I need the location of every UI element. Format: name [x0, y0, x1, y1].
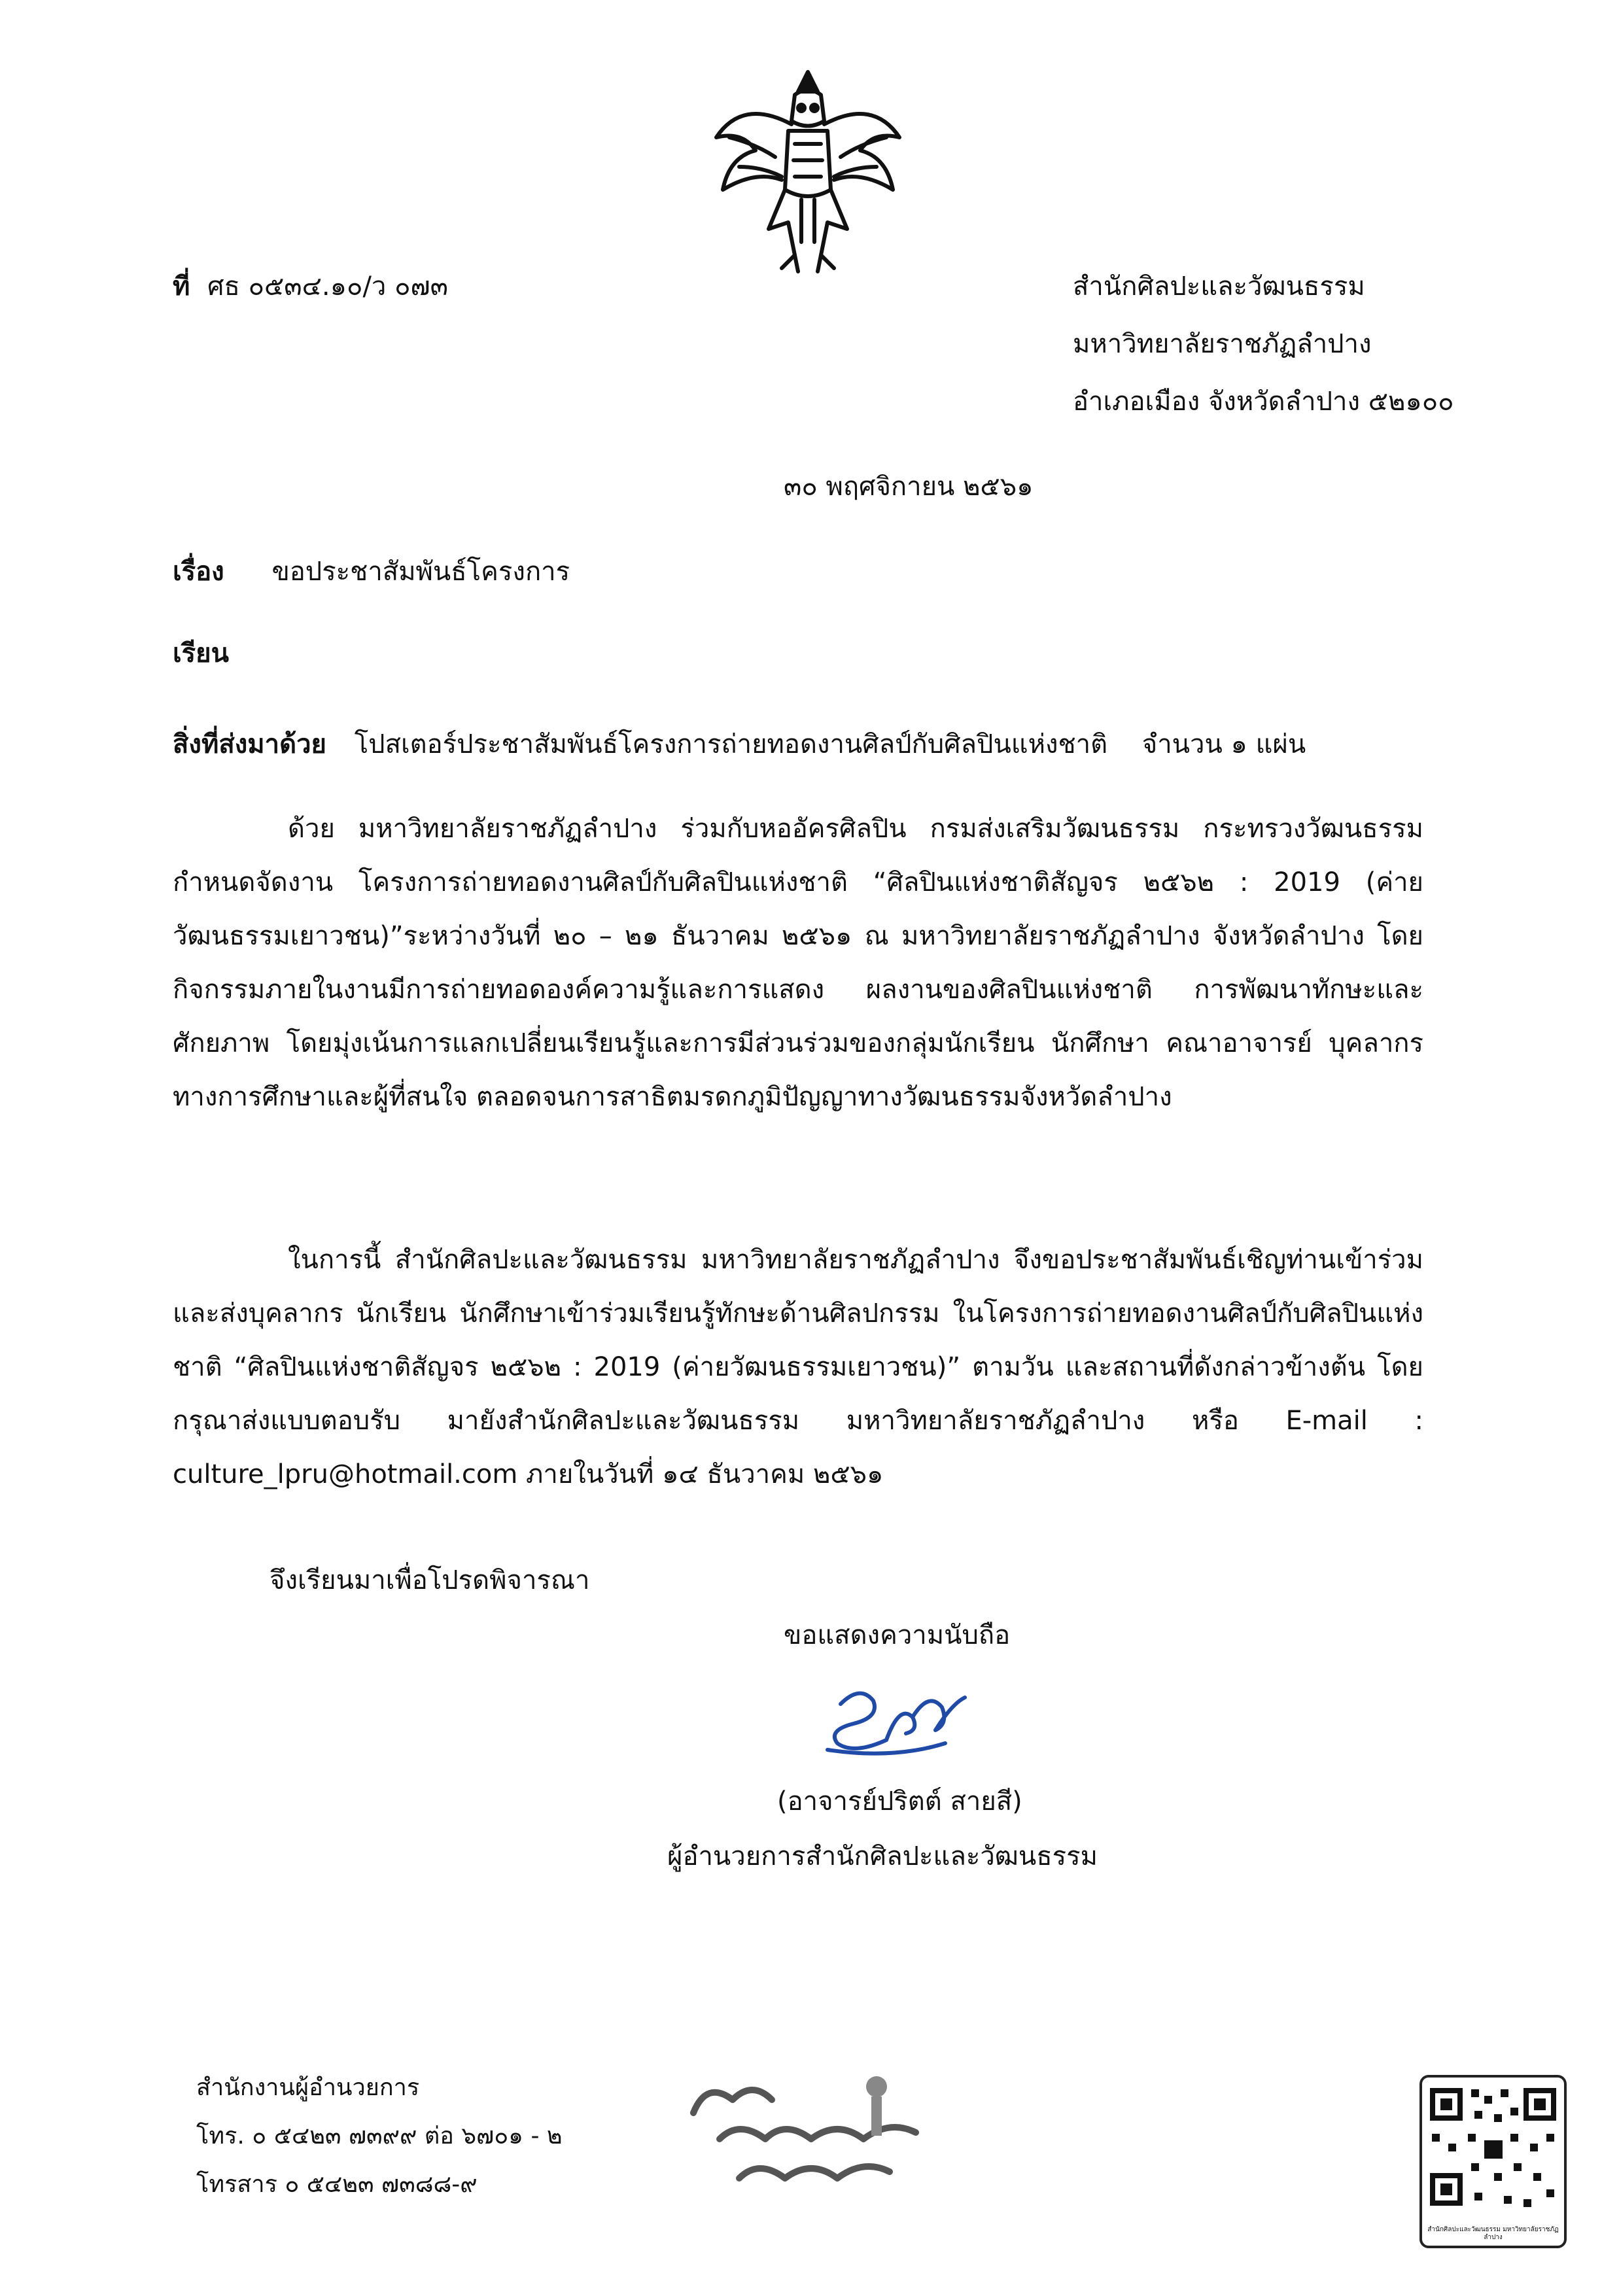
qr-code-icon [1419, 2075, 1567, 2248]
footer-office: สำนักงานผู้อำนวยการ [196, 2074, 420, 2101]
subject-label: เรื่อง [173, 557, 224, 587]
enclosure-quantity: จำนวน ๑ แผ่น [1141, 729, 1306, 759]
closing-phrase: ขอแสดงความนับถือ [784, 1620, 1011, 1650]
enclosure-label: สิ่งที่ส่งมาด้วย [173, 729, 326, 759]
letter-date: ๓๐ พฤศจิกายน ๒๕๖๑ [784, 472, 1034, 502]
handwritten-signature [814, 1678, 984, 1763]
body-paragraph-2-text: ในการนี้ สำนักศิลปะและวัฒนธรรม มหาวิทยาลัยราชภัฏลำปาง จึงขอประชาสัมพันธ์เชิญท่านเข้าร่วม และส่งบุคลากร นักเรียน นักศึกษาเข้าร่วมเรียนรู้ทักษะด้านศิลปกรรม ในโครงการถ่ายทอดงานศิลป์กับศิลปินแห่งชาติ “ศิลปินแห่งชาติสัญจร ๒๕๖๒ : 2019 (ค่ายวัฒนธรรมเยาวชน)” ตามวัน และสถานที่ดังกล่าวข้างต้น โดยกรุณาส่งแบบตอบรับ มายังสำนักศิลปะและวัฒนธรรม มหาวิทยาลัยราชภัฏลำปาง หรือ E-mail : culture_lpru@hotmail.com ภายในวันที่ ๑๔ ธันวาคม ๒๕๖๑ [173, 1245, 1423, 1489]
footer-fax: โทรสาร ๐ ๕๔๒๓ ๗๓๘๘-๙ [196, 2171, 478, 2198]
signature-title: ผู้อำนวยการสำนักศิลปะและวัฒนธรรม [667, 1841, 1098, 1871]
subject-text: ขอประชาสัมพันธ์โครงการ [271, 557, 570, 587]
reference-label: ที่ [173, 271, 190, 302]
reference-line [173, 270, 448, 304]
sender-line-2: มหาวิทยาลัยราชภัฏลำปาง [1073, 329, 1372, 359]
garuda-emblem-icon [703, 59, 913, 281]
campaign-logo [680, 2061, 929, 2211]
enclosure-line [173, 727, 1306, 761]
enclosure-text: โปสเตอร์ประชาสัมพันธ์โครงการถ่ายทอดงานศิลป์กับศิลปินแห่งชาติ [354, 729, 1108, 759]
body-paragraph-1-text: ด้วย มหาวิทยาลัยราชภัฏลำปาง ร่วมกับหออัครศิลปิน กรมส่งเสริมวัฒนธรรม กระทรวงวัฒนธรรม กำหนดจัดงาน โครงการถ่ายทอดงานศิลป์กับศิลปินแห่งชาติ “ศิลปินแห่งชาติสัญจร ๒๕๖๒ : 2019 (ค่ายวัฒนธรรมเยาวชน)”ระหว่างวันที่ ๒๐ – ๒๑ ธันวาคม ๒๕๖๑ ณ มหาวิทยาลัยราชภัฏลำปาง จังหวัดลำปาง โดยกิจกรรมภายในงานมีการถ่ายทอดองค์ความรู้และการแสดง ผลงานของศิลปินแห่งชาติ การพัฒนาทักษะและศักยภาพ โดยมุ่งเน้นการแลกเปลี่ยนเรียนรู้และการมีส่วนร่วมของกลุ่มนักเรียน นักศึกษา คณาอาจารย์ บุคลากรทางการศึกษาและผู้ที่สนใจ ตลอดจนการสาธิตมรดกภูมิปัญญาทางวัฒนธรรมจังหวัดลำปาง [173, 814, 1423, 1112]
sender-line-1: สำนักศิลปะและวัฒนธรรม [1073, 271, 1365, 302]
body-paragraph-1 [173, 802, 1423, 1124]
reference-number: ศธ ๐๕๓๔.๑๐/ว ๐๗๓ [207, 271, 448, 302]
qr-caption: สำนักศิลปะและวัฒนธรรม มหาวิทยาลัยราชภัฏลำปาง [1427, 2226, 1559, 2241]
footer-phone: โทร. ๐ ๕๔๒๓ ๗๓๙๙ ต่อ ๖๗๐๑ - ๒ [196, 2123, 563, 2149]
body-paragraph-2 [173, 1233, 1423, 1501]
salutation-label: เรียน [173, 638, 229, 669]
signature-name: (อาจารย์ปริตต์ สายสี) [777, 1786, 1022, 1817]
closing-request: จึงเรียนมาเพื่อโปรดพิจารณา [270, 1565, 590, 1595]
sender-line-3: อำเภอเมือง จังหวัดลำปาง ๕๒๑๐๐ [1073, 387, 1454, 417]
subject-line [173, 555, 570, 589]
